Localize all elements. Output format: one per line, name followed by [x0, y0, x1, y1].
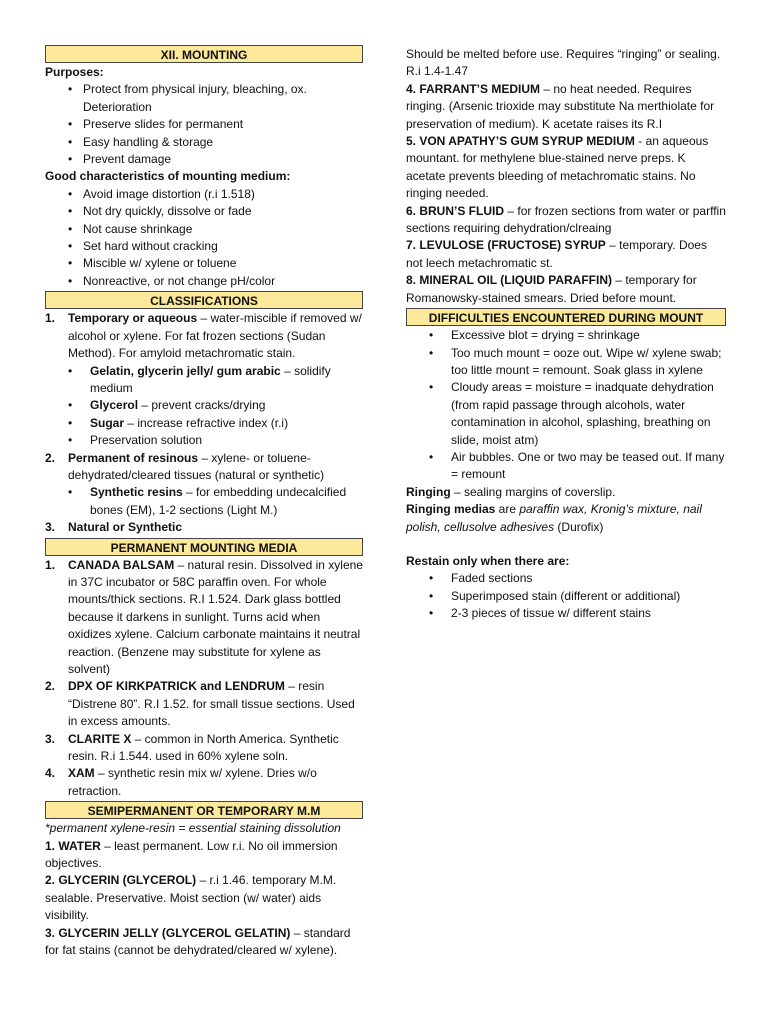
- list-item: • Cloudy areas = moisture = inadquate dehydration (from rapid passage through alcohols, water contamination in alcohol, splashing, breathing on slide, moist atm): [406, 379, 726, 449]
- list-item: • Not cause shrinkage: [45, 221, 363, 238]
- list-item: 2. DPX OF KIRKPATRICK and LENDRUM – resin “Distrene 80”. R.I 1.52. for small tissue sections. Used in excess amounts.: [45, 679, 355, 729]
- list-item: 2. Permanent of resinous – xylene- or toluene-dehydrated/cleared tissues (natural or synthetic) • Synthetic resins – for embedding undecalcified bones (EM), 1-2 sections (Light M.): [45, 450, 363, 520]
- list-item: • Nonreactive, or not change pH/color: [45, 273, 363, 290]
- sub-list: [68, 363, 363, 450]
- list-item: • Preserve slides for permanent: [45, 116, 363, 133]
- ringing-medias: Ringing medias are paraffin wax, Kronig’s mixture, nail polish, cellusolve adhesives (Durofix): [406, 502, 702, 534]
- list-item: • Too much mount = ooze out. Wipe w/ xylene swab; too little mount = remount. Soak glass in xylene: [406, 345, 726, 380]
- semi-item-von-apathy: 5. VON APATHY’S GUM SYRUP MEDIUM - an aqueous mountant. for methylene blue-stained nerve preps. K acetate prevents bleeding of metachromatic stains. No ringing needed.: [406, 134, 709, 201]
- semi-item-mineral-oil: 8. MINERAL OIL (LIQUID PARAFFIN) – temporary for Romanowsky-stained smears. Dried before mount.: [406, 273, 697, 305]
- semi-item-levulose: 7. LEVULOSE (FRUCTOSE) SYRUP – temporary. Does not leech metachromatic st.: [406, 238, 707, 270]
- good-characteristics-list: [45, 186, 363, 290]
- semi-item-glycerin: 2. GLYCERIN (GLYCEROL) – r.i 1.46. temporary M.M. sealable. Preservative. Moist section (w/ water) aids visibility.: [45, 873, 337, 923]
- semi-item-glycerin-jelly-cont: Should be melted before use. Requires “ringing” or sealing. R.i 1.4-1.47: [406, 47, 721, 79]
- list-item: • Excessive blot = drying = shrinkage: [406, 327, 726, 344]
- list-item: • Prevent damage: [45, 151, 363, 168]
- list-item: 1. Temporary or aqueous – water-miscible if removed w/ alcohol or xylene. For fat frozen sections (Sudan Method). For amyloid metachromatic stain. • Gelatin, glycerin jelly/ gum arabic – solidify medium • Glycerol – prevent cracks/drying • Sugar – increase refractive index (r.i) • Preservation solution: [45, 310, 363, 449]
- section-header-difficulties: DIFFICULTIES ENCOUNTERED DURING MOUNT: [406, 308, 726, 326]
- list-item: • Miscible w/ xylene or toluene: [45, 255, 363, 272]
- list-item: • Gelatin, glycerin jelly/ gum arabic – solidify medium: [68, 363, 363, 398]
- list-item: • Protect from physical injury, bleaching, ox. Deterioration: [45, 81, 363, 116]
- good-characteristics-label: Good characteristics of mounting medium:: [45, 169, 291, 184]
- section-header-mounting: XII. MOUNTING: [45, 45, 363, 63]
- list-item: • Air bubbles. One or two may be teased out. If many = remount: [406, 449, 726, 484]
- purposes-list: [45, 81, 363, 168]
- list-item: 1. CANADA BALSAM – natural resin. Dissolved in xylene in 37C incubator or 58C paraffin oven. For whole mounts/thick sections. R.I 1.524. Dark glass bottled because it darkens in sunlight. Turns acid when oxidizes xylene. Calcium carbonate maintains it neutral reaction. (Benzene may substitute for xylene as solvent): [45, 557, 363, 676]
- right-column: [406, 46, 726, 623]
- left-column: [45, 44, 363, 960]
- list-item: • Avoid image distortion (r.i 1.518): [45, 186, 363, 203]
- list-item: • Preservation solution: [68, 432, 363, 449]
- semi-item-glycerin-jelly: 3. GLYCERIN JELLY (GLYCEROL GELATIN) – standard for fat stains (cannot be dehydrated/cleared w/ xylene).: [45, 925, 351, 958]
- list-item: • Sugar – increase refractive index (r.i): [68, 415, 363, 432]
- list-item: • 2-3 pieces of tissue w/ different stains: [406, 605, 726, 622]
- list-item: • Not dry quickly, dissolve or fade: [45, 203, 363, 220]
- spacer: [406, 536, 726, 553]
- section-header-semipermanent: SEMIPERMANENT OR TEMPORARY M.M: [45, 801, 363, 819]
- list-item: • Set hard without cracking: [45, 238, 363, 255]
- list-item: • Glycerol – prevent cracks/drying: [68, 397, 363, 414]
- sub-list: [68, 484, 363, 519]
- list-item: • Easy handling & storage: [45, 134, 363, 151]
- difficulties-list: [406, 327, 726, 484]
- restain-label: Restain only when there are:: [406, 553, 570, 568]
- restain-list: [406, 570, 726, 622]
- list-item: • Faded sections: [406, 570, 726, 587]
- semi-note: *permanent xylene-resin = essential staining dissolution: [45, 821, 341, 836]
- classifications-list: [45, 310, 363, 536]
- list-item: 3. CLARITE X – common in North America. Synthetic resin. R.i 1.544. used in 60% xylene soln.: [45, 731, 339, 764]
- ringing-definition: Ringing – sealing margins of coverslip.: [406, 484, 616, 499]
- list-item: • Superimposed stain (different or additional): [406, 588, 726, 605]
- section-header-classifications: CLASSIFICATIONS: [45, 291, 363, 309]
- list-item: 3. Natural or Synthetic: [45, 520, 183, 535]
- semi-item-farrant: 4. FARRANT’S MEDIUM – no heat needed. Requires ringing. (Arsenic trioxide may substitute Na merthiolate for preservation of medium). K acetate raises its R.I: [406, 81, 715, 131]
- list-item: • Synthetic resins – for embedding undecalcified bones (EM), 1-2 sections (Light M.): [68, 484, 363, 519]
- semi-item-water: 1. WATER – least permanent. Low r.i. No oil immersion objectives.: [45, 838, 338, 871]
- permanent-media-list: [45, 557, 363, 801]
- purposes-label: Purposes:: [45, 65, 104, 79]
- section-header-permanent-media: PERMANENT MOUNTING MEDIA: [45, 538, 363, 556]
- semi-item-brun: 6. BRUN’S FLUID – for frozen sections from water or parffin sections requiring dehydration/clreaing: [406, 203, 726, 236]
- list-item: 4. XAM – synthetic resin mix w/ xylene. Dries w/o retraction.: [45, 766, 317, 798]
